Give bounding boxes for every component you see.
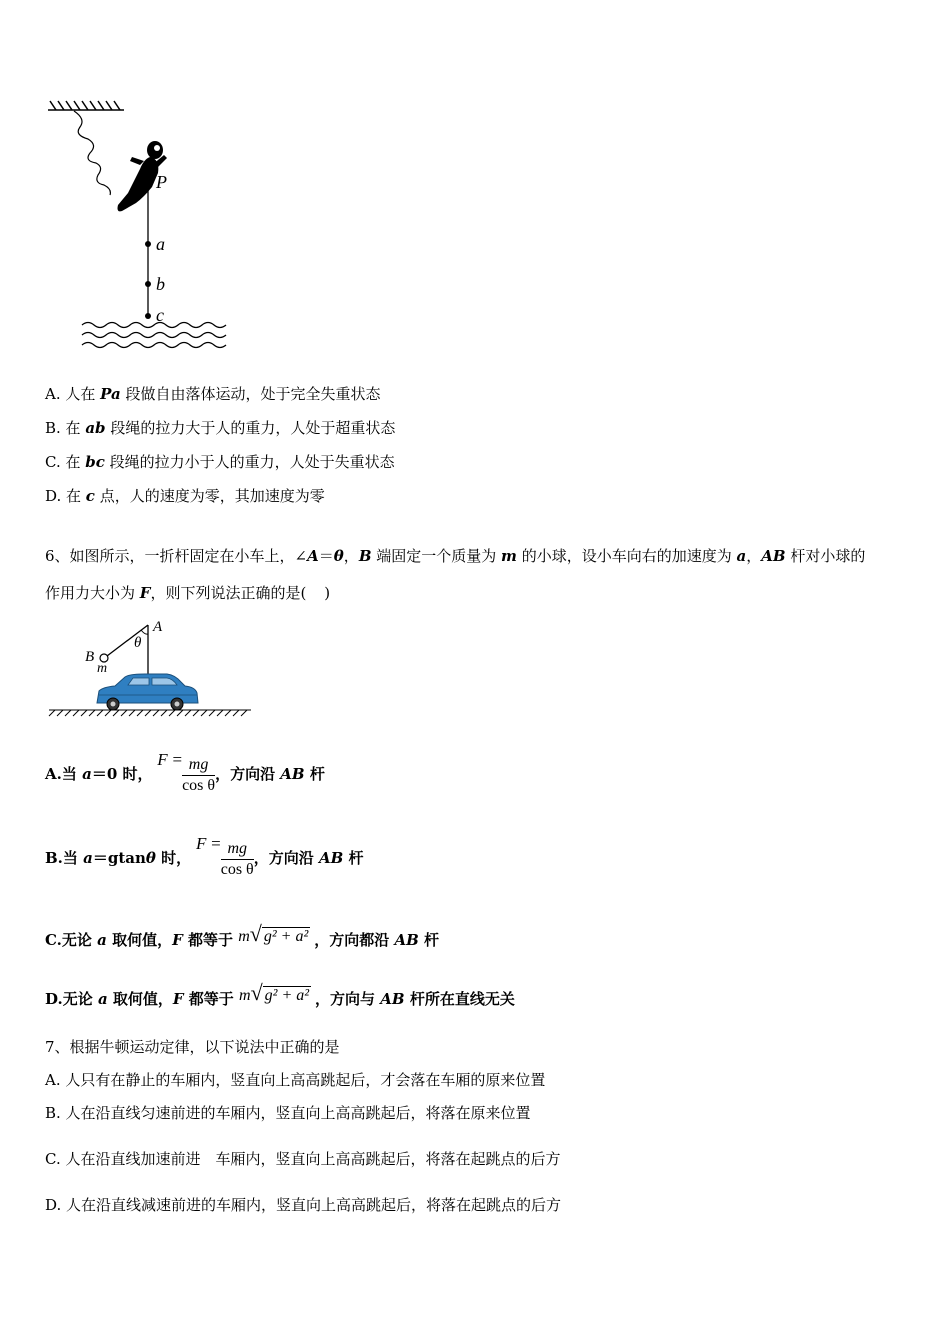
- var-AB: AB: [380, 990, 405, 1008]
- var-F: F: [139, 584, 151, 602]
- stem-text: ): [324, 584, 331, 602]
- label-P: P: [156, 172, 167, 192]
- label-c: c: [156, 305, 164, 325]
- q6-stem-line2: [45, 583, 330, 603]
- var-a: a: [83, 849, 93, 867]
- point-c: [145, 313, 151, 319]
- option-text: 当: [61, 765, 83, 783]
- option-text: ，方向沿: [253, 849, 319, 867]
- q6-option-a: [45, 752, 325, 796]
- sqrt-sign: √: [249, 921, 262, 946]
- var-F: F: [172, 990, 184, 1008]
- q7-option-b: B. 人在沿直线匀速前进的车厢内，竖直向上高高跳起后，将落在原来位置: [45, 1104, 531, 1122]
- formula-m: m: [239, 987, 251, 1004]
- stem-text: 的小球，设小车向右的加速度为: [516, 547, 737, 565]
- var-Pa: Pa: [100, 385, 121, 403]
- q5-option-c: [45, 452, 395, 472]
- option-text: 取何值，: [107, 990, 173, 1008]
- formula-F: F: [195, 834, 207, 853]
- var-a: a: [97, 931, 107, 949]
- label-B: B: [85, 649, 95, 665]
- water-waves: [82, 323, 226, 348]
- car-rod-figure: [45, 615, 260, 725]
- option-text: 杆: [343, 849, 364, 867]
- formula-eq: =: [172, 750, 183, 769]
- fraction-mg-over-cos: [182, 755, 215, 796]
- point-b: [145, 281, 151, 287]
- point-a: [145, 241, 151, 247]
- option-text: 无论: [62, 990, 98, 1008]
- var-ab: ab: [85, 419, 106, 437]
- option-text: 段绳的拉力小于人的重力，人处于失重状态: [104, 453, 395, 471]
- stem-text: ，: [746, 547, 762, 565]
- var-a: a: [736, 547, 747, 565]
- q7-stem: 7、根据牛顿运动定律，以下说法中正确的是: [45, 1038, 340, 1056]
- car: [97, 674, 198, 710]
- option-label: D.: [45, 990, 63, 1008]
- option-text: 时，: [155, 849, 192, 867]
- fraction-mg-over-cos: [221, 839, 254, 880]
- q6-option-b: [45, 836, 364, 880]
- formula-F: F: [157, 750, 168, 769]
- stem-text: 作用力大小为: [45, 584, 140, 602]
- option-text: 都等于: [182, 931, 239, 949]
- q6-option-c: [45, 920, 439, 959]
- label-a: a: [156, 234, 165, 254]
- option-text: 杆: [418, 931, 440, 949]
- stem-text: 6、如图所示，一折杆固定在小车上，∠: [45, 547, 308, 565]
- stem-text: ＝: [318, 547, 334, 565]
- formula-eq: =: [211, 834, 221, 853]
- option-text: D. 在: [45, 487, 86, 505]
- bungee-figure: [40, 95, 240, 360]
- ceiling-hatch: [48, 101, 124, 110]
- stem-text: 端固定一个质量为: [371, 547, 502, 565]
- var-a: a: [82, 765, 92, 783]
- option-text: B. 在: [45, 419, 86, 437]
- q5-option-a: [45, 384, 381, 404]
- option-text: 无论: [61, 931, 98, 949]
- sqrt-radicand: g² + a²: [263, 928, 309, 945]
- option-text: ，方向沿: [215, 765, 281, 783]
- formula-m-sqrt: [239, 980, 315, 1005]
- option-text: 段绳的拉力大于人的重力，人处于超重状态: [105, 419, 396, 437]
- var-a: a: [97, 990, 108, 1008]
- option-label: C.: [45, 931, 62, 949]
- rod-incline: [107, 625, 148, 656]
- q7-option-c: C. 人在沿直线加速前进 车厢内，竖直向上高高跳起后，将落在起跳点的后方: [45, 1150, 561, 1168]
- fraction-denominator: cos θ: [182, 776, 216, 794]
- option-text: 杆所在直线无关: [404, 990, 515, 1008]
- label-A: A: [153, 619, 163, 635]
- label-m: m: [97, 661, 108, 676]
- option-text: 都等于: [183, 990, 240, 1008]
- sqrt-radicand: g² + a²: [264, 987, 310, 1004]
- formula-m: m: [238, 928, 250, 945]
- q6-option-d: [45, 979, 515, 1018]
- option-text: A. 人在: [45, 385, 101, 403]
- option-text: 点，人的速度为零，其加速度为零: [94, 487, 325, 505]
- option-label: A.: [45, 765, 62, 783]
- option-text: 当: [62, 849, 84, 867]
- var-AB: AB: [761, 547, 786, 565]
- ground-hatch: [49, 710, 251, 716]
- label-b: b: [156, 274, 165, 294]
- q5-option-d: [45, 486, 325, 506]
- option-text: 取何值，: [106, 931, 173, 949]
- slack-rope: [74, 111, 110, 195]
- option-text: C. 在: [45, 453, 86, 471]
- var-bc: bc: [85, 453, 105, 471]
- var-AB: AB: [318, 849, 344, 867]
- stem-text: ，则下列说法正确的是(: [150, 584, 307, 602]
- stem-text: 杆对小球的: [785, 547, 866, 565]
- formula-m-sqrt: [238, 921, 314, 946]
- var-c: c: [85, 487, 95, 505]
- stem-text: ，: [343, 547, 359, 565]
- q7-option-d: D. 人在沿直线减速前进的车厢内，竖直向上高高跳起后，将落在起跳点的后方: [45, 1196, 562, 1214]
- label-theta: θ: [134, 635, 142, 651]
- option-text: ，方向都沿: [314, 931, 395, 949]
- fraction-numerator: mg: [221, 839, 254, 860]
- option-text: ＝gtan: [92, 849, 146, 867]
- fraction-denominator: cos θ: [220, 860, 254, 878]
- q7-option-a: A. 人只有在静止的车厢内，竖直向上高高跳起后，才会落在车厢的原来位置: [45, 1071, 546, 1089]
- var-m: m: [501, 547, 517, 565]
- q5-option-b: [45, 418, 395, 438]
- var-theta: θ: [333, 547, 344, 565]
- q6-stem-line1: [45, 546, 865, 566]
- option-text: 杆: [304, 765, 325, 783]
- fraction-numerator: mg: [182, 755, 215, 776]
- option-text: ＝0 时，: [91, 765, 153, 783]
- option-text: 段做自由落体运动，处于完全失重状态: [120, 385, 381, 403]
- option-label: B.: [45, 849, 63, 867]
- var-theta: θ: [145, 849, 156, 867]
- var-A: A: [307, 547, 319, 565]
- var-B: B: [358, 547, 372, 565]
- var-AB: AB: [394, 931, 419, 949]
- var-F: F: [172, 931, 183, 949]
- sqrt-sign: √: [250, 980, 263, 1005]
- var-AB: AB: [280, 765, 305, 783]
- option-text: ，方向与: [315, 990, 381, 1008]
- theta-arc: [141, 630, 148, 634]
